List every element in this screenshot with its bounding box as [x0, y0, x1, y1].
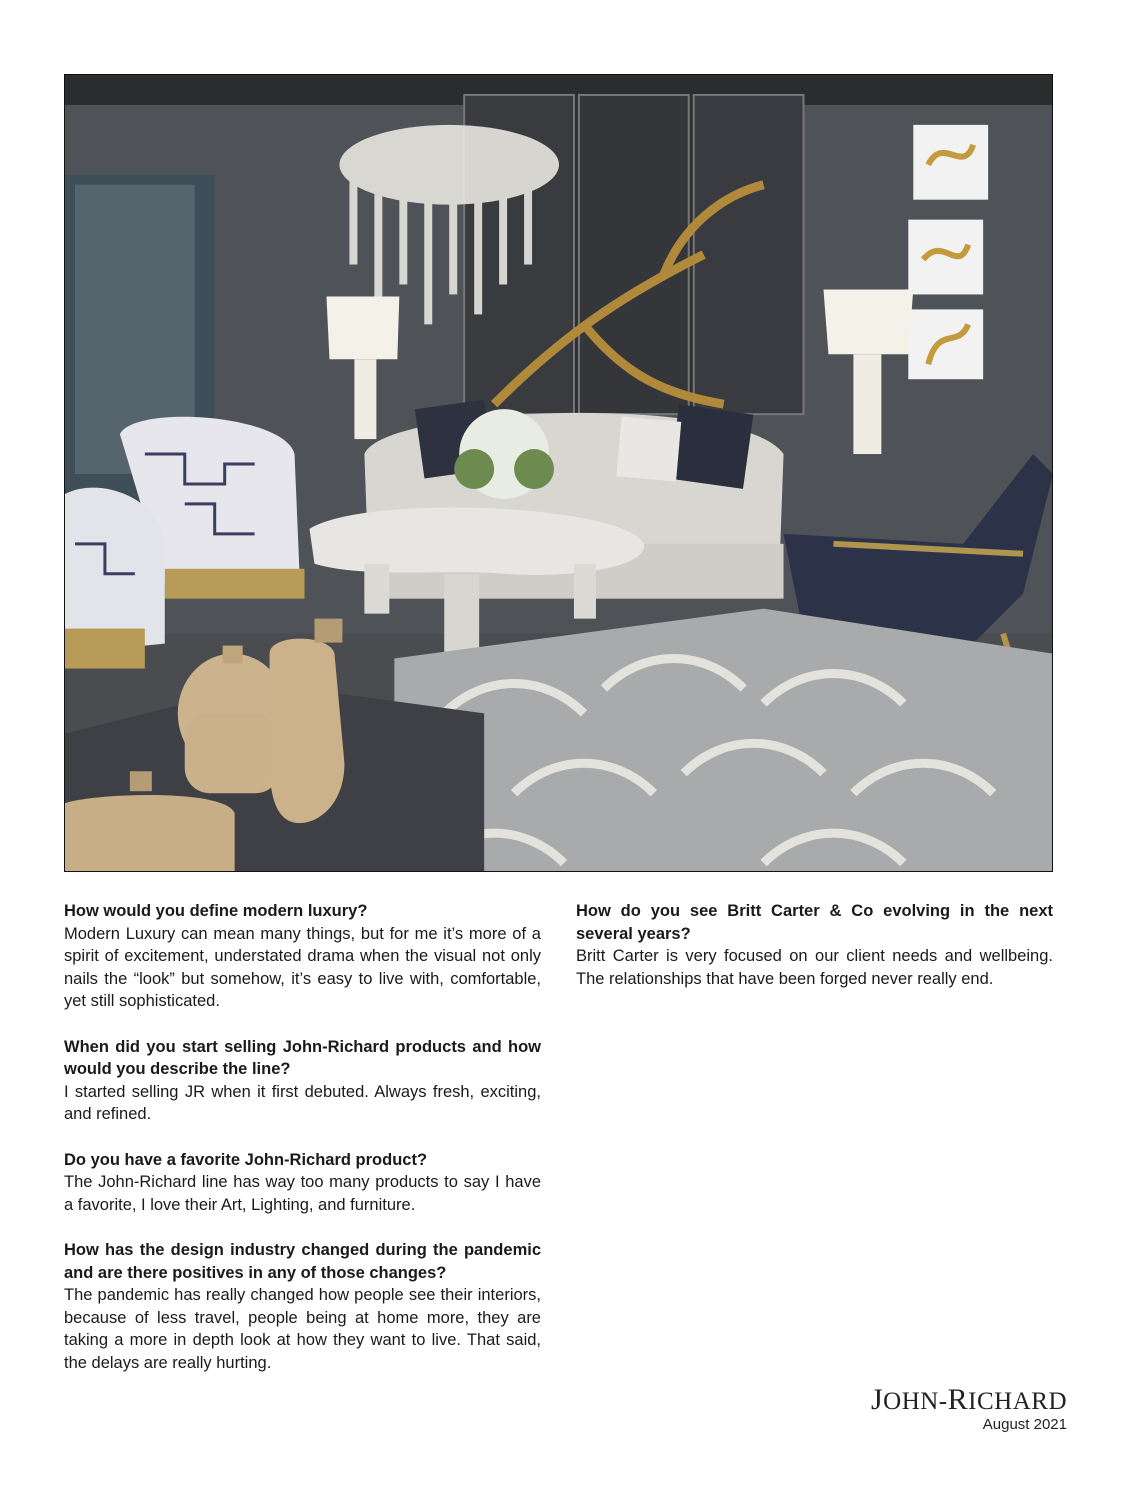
showroom-photo — [64, 74, 1053, 872]
showroom-illustration — [65, 75, 1052, 871]
question: Do you have a favorite John-Richard product? — [64, 1150, 428, 1169]
question: When did you start selling John-Richard products and how would you describe the line? — [64, 1037, 541, 1078]
left-column — [64, 900, 541, 1397]
answer: The pandemic has really changed how people see their interiors, because of less travel, people being at home more, they are taking a more in depth look at how they want to live. That said, the delays are really hurting. — [64, 1286, 541, 1372]
question: How would you define modern luxury? — [64, 902, 368, 920]
qa-item — [64, 1036, 541, 1126]
logo-initial-r: R — [947, 1383, 969, 1416]
qa-item — [64, 900, 541, 1013]
issue-date: August 2021 — [982, 1416, 1067, 1433]
logo-text-ichard: ICHARD — [968, 1388, 1067, 1415]
answer: The John-Richard line has way too many products to say I have a favorite, I love their Art, Lighting, and furniture. — [64, 1173, 541, 1214]
answer: Modern Luxury can mean many things, but for me it’s more of a spirit of excitement, understated drama when the visual not only nails the “look” but somehow, it’s easy to live with, comfortable, yet still sophisticated. — [64, 924, 541, 1010]
logo-initial-j: J — [870, 1383, 884, 1416]
brand-footer — [870, 1383, 1067, 1433]
john-richard-logo — [870, 1383, 1067, 1416]
answer: I started selling JR when it first debuted. Always fresh, exciting, and refined. — [64, 1082, 541, 1123]
logo-text-ohn: OHN- — [883, 1388, 948, 1415]
right-column — [576, 900, 1053, 1013]
qa-item — [64, 1149, 541, 1217]
qa-item — [576, 900, 1053, 990]
qa-item — [64, 1239, 541, 1374]
answer: Britt Carter is very focused on our client needs and wellbeing. The relationships that have been forged never really end. — [576, 947, 1053, 988]
question: How has the design industry changed during the pandemic and are there positives in any of those changes? — [64, 1241, 541, 1282]
question: How do you see Britt Carter & Co evolving in the next several years? — [576, 902, 1053, 943]
